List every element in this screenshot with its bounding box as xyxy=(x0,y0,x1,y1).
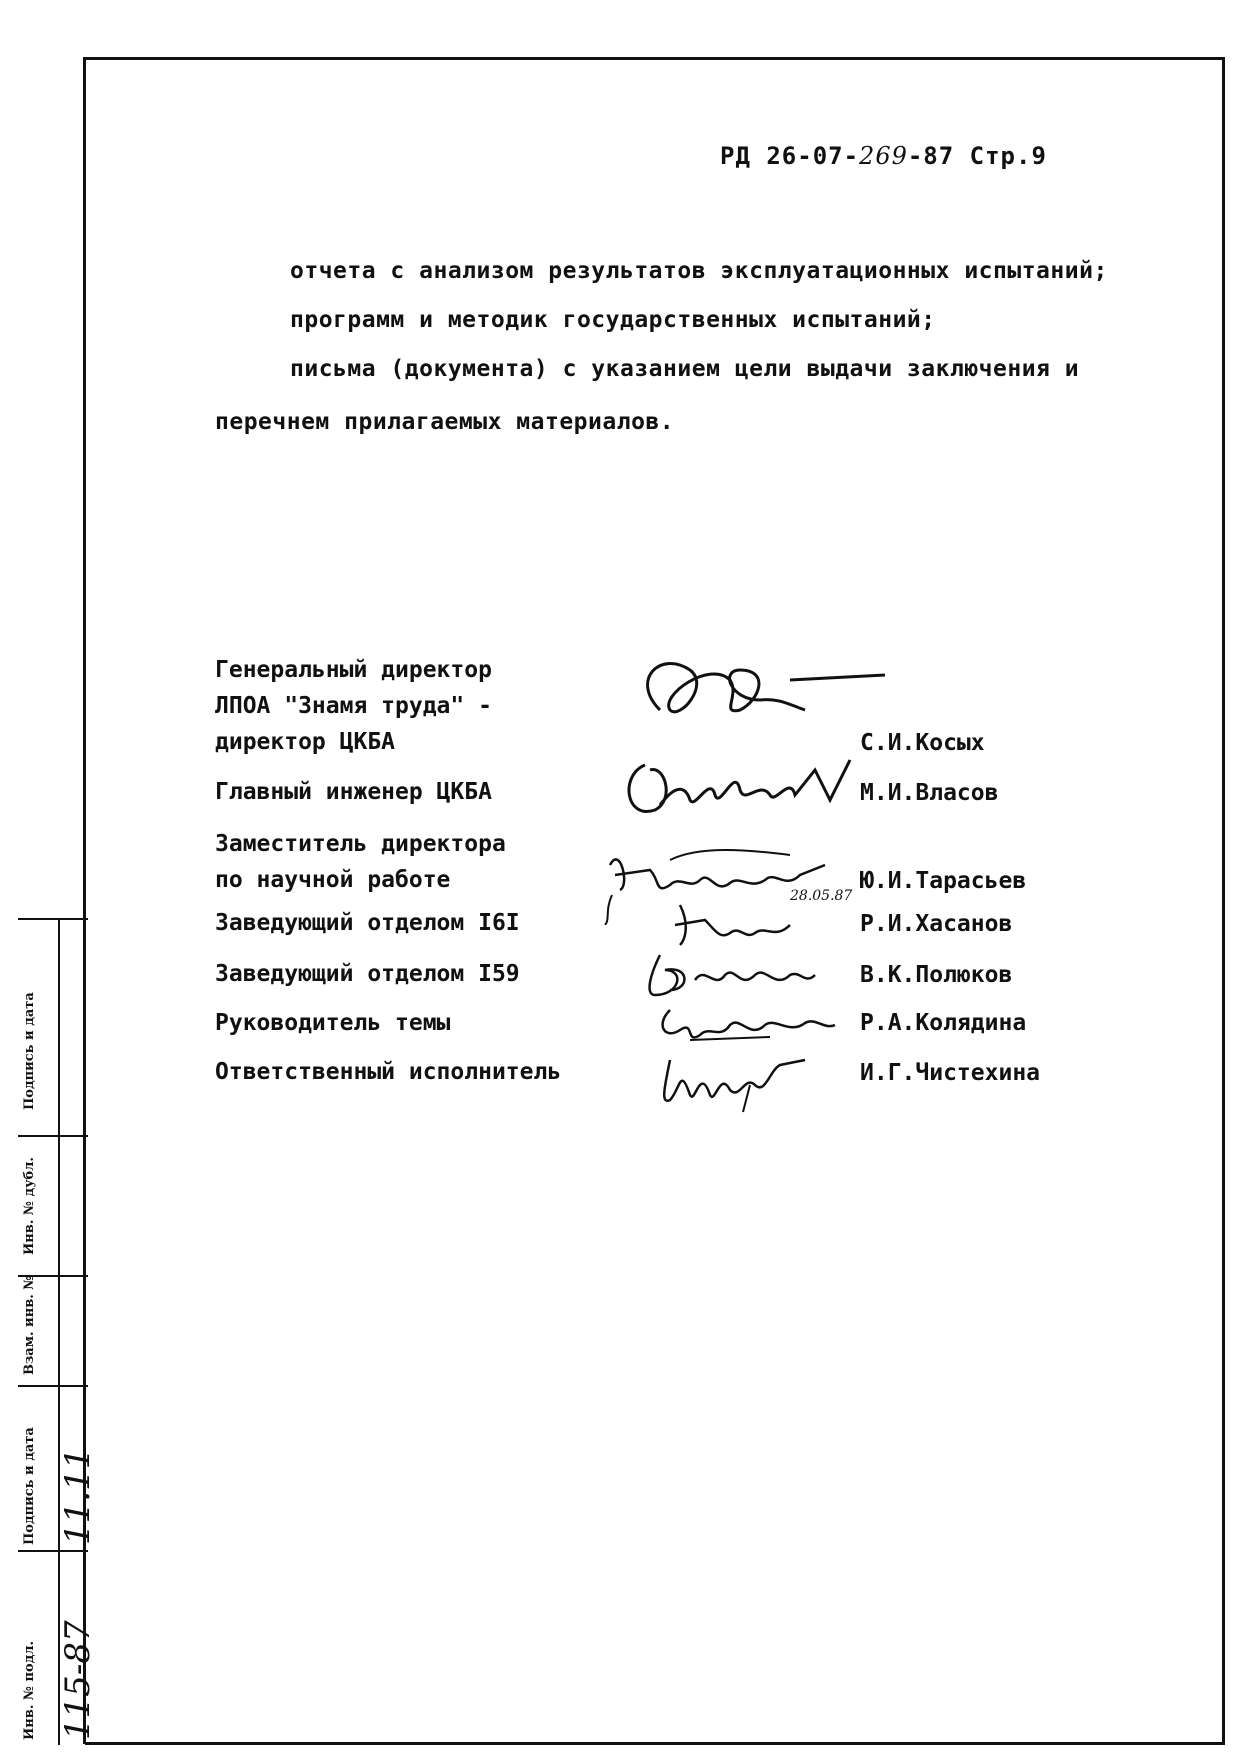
signatory-title xyxy=(215,826,506,898)
handwritten-signature xyxy=(655,1040,815,1115)
header-prefix: РД 26-07- xyxy=(720,142,860,170)
title-line: Заведующий отделом I6I xyxy=(215,910,520,936)
stamp-label: Инв. № подл. xyxy=(22,1640,37,1740)
paragraph-line: программ и методик государственных испытаний; xyxy=(290,307,936,333)
paragraph-line: отчета с анализом результатов эксплуатационных испытаний; xyxy=(290,258,1108,284)
signatory-title xyxy=(215,1054,561,1090)
title-line: Заместитель директора xyxy=(215,831,506,857)
page-frame-bottom xyxy=(85,1742,1225,1745)
signatory-title xyxy=(215,652,492,760)
stamp-label: Подпись и дата xyxy=(22,992,37,1110)
signatory-title xyxy=(215,1005,450,1041)
title-line: Ответственный исполнитель xyxy=(215,1059,562,1085)
document-header xyxy=(720,142,1047,170)
title-line: Главный инженер ЦКБА xyxy=(215,779,492,805)
signatory-title xyxy=(215,956,520,992)
stamp-handwritten-inv: 115-87 xyxy=(58,1620,98,1740)
title-line: ЛПОА "Знамя труда" - xyxy=(215,693,492,719)
title-line: директор ЦКБА xyxy=(215,729,396,755)
stamp-handwritten-date: 11.11 xyxy=(58,1447,98,1545)
signatory-title xyxy=(215,905,520,941)
stamp-label: Подпись и дата xyxy=(22,1427,37,1545)
stamp-cell-divider xyxy=(18,1385,88,1387)
handwritten-signature xyxy=(620,640,900,740)
header-number: 269 xyxy=(859,142,908,170)
stamp-label: Взам. инв. № xyxy=(22,1275,37,1375)
stamp-column-divider xyxy=(36,920,60,1745)
signatory-name: М.И.Власов xyxy=(860,780,999,806)
signatory-name: И.Г.Чистехина xyxy=(860,1060,1041,1086)
title-line: по научной работе xyxy=(215,867,451,893)
title-line: Генеральный директор xyxy=(215,657,492,683)
stamp-label: Инв. № дубл. xyxy=(22,1157,37,1255)
paragraph-line: перечнем прилагаемых материалов. xyxy=(215,409,675,435)
paragraph-line: письма (документа) с указанием цели выдачи заключения и xyxy=(290,356,1080,382)
signatory-name: Р.А.Колядина xyxy=(860,1010,1027,1036)
handwritten-date-note: 28.05.87 xyxy=(790,888,853,904)
page-frame-right xyxy=(1222,57,1225,1744)
title-line: Руководитель темы xyxy=(215,1010,451,1036)
page-frame-top xyxy=(85,57,1225,60)
handwritten-signature xyxy=(615,745,855,825)
stamp-cell-divider xyxy=(18,1550,88,1552)
signatory-name: В.К.Полюков xyxy=(860,962,1013,988)
title-line: Заведующий отделом I59 xyxy=(215,961,520,987)
signatory-name: С.И.Косых xyxy=(860,730,985,756)
stamp-cell-divider xyxy=(18,1135,88,1137)
header-suffix: -87 Стр.9 xyxy=(907,142,1047,170)
signatory-title xyxy=(215,774,492,810)
signatory-name: Ю.И.Тарасьев xyxy=(860,868,1027,894)
signatory-name: Р.И.Хасанов xyxy=(860,911,1013,937)
